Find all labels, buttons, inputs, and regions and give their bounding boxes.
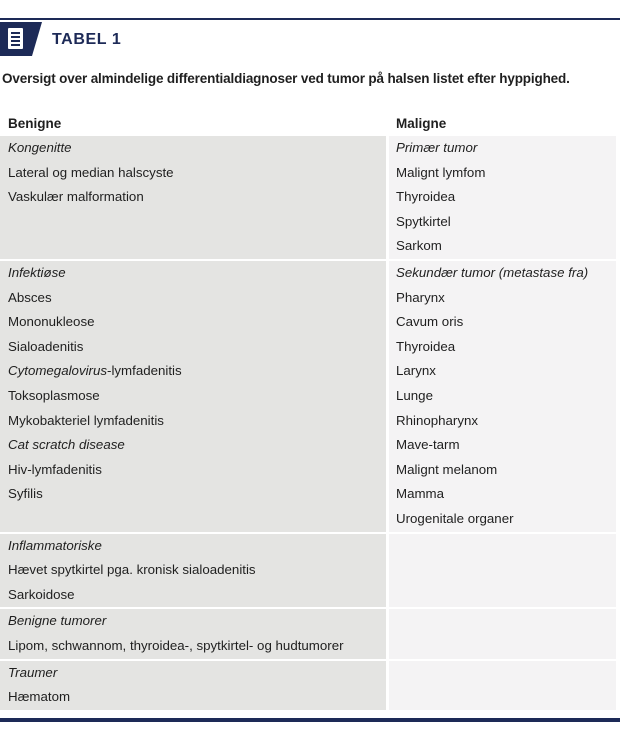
- diagnosis-item: Pharynx: [396, 289, 445, 305]
- diagnosis-item: Lateral og median halscyste: [8, 164, 174, 180]
- benign-cell: [0, 534, 386, 608]
- diagnosis-item: Urogenitale organer: [396, 510, 514, 526]
- diagnosis-item: Malignt lymfom: [396, 164, 486, 180]
- table-group-row: [0, 261, 616, 532]
- diagnosis-item: Sarkoidose: [8, 586, 75, 602]
- column-header-benign: Benigne: [8, 116, 62, 131]
- diagnosis-item: Mykobakteriel lymfadenitis: [8, 412, 164, 428]
- diagnosis-item: Mononukleose: [8, 314, 95, 330]
- diagnosis-item: Vaskulær malformation: [8, 189, 144, 205]
- diagnosis-item: Mave-tarm: [396, 437, 460, 453]
- category-heading: Primær tumor: [396, 140, 478, 155]
- table-group-row: [0, 534, 616, 608]
- column-header-malignant: Maligne: [396, 116, 447, 131]
- diagnosis-item: Hiv-lymfadenitis: [8, 461, 102, 477]
- category-heading: Traumer: [8, 664, 58, 680]
- diagnosis-item: Sarkom: [396, 238, 442, 254]
- malignant-cell: [389, 136, 616, 259]
- diagnosis-item: Larynx: [396, 363, 436, 379]
- category-heading: Kongenitte: [8, 140, 72, 155]
- diagnosis-item: Sialoadenitis: [8, 338, 84, 354]
- diagnosis-item: Cytomegalovirus-lymfadenitis: [8, 363, 182, 379]
- top-rule: [0, 18, 620, 20]
- table-caption: Oversigt over almindelige differentialdiagnoser ved tumor på halsen listet efter hyppighed.: [2, 71, 570, 86]
- category-heading: Cat scratch disease: [8, 437, 125, 453]
- diagnosis-item: Rhinopharynx: [396, 412, 479, 428]
- diagnosis-item: Cavum oris: [396, 314, 464, 330]
- table-group-row: [0, 609, 616, 658]
- table-group-row: [0, 661, 616, 710]
- malignant-cell: [389, 609, 616, 658]
- diagnosis-table: [0, 111, 616, 710]
- benign-cell: [0, 609, 386, 658]
- benign-cell: [0, 661, 386, 710]
- diagnosis-item: Syfilis: [8, 486, 43, 502]
- diagnosis-item: Toksoplasmose: [8, 387, 100, 403]
- diagnosis-item: Thyroidea: [396, 338, 456, 354]
- diagnosis-item: Hæmatom: [8, 689, 71, 705]
- diagnosis-item: Lipom, schwannom, thyroidea-, spytkirtel- og hudtumorer: [8, 637, 344, 653]
- category-heading: Sekundær tumor (metastase fra): [396, 265, 589, 280]
- diagnosis-item: Hævet spytkirtel pga. kronisk sialoadenitis: [8, 562, 256, 578]
- benign-cell: [0, 136, 386, 259]
- table-title: TABEL 1: [52, 31, 122, 48]
- diagnosis-item: Absces: [8, 289, 52, 305]
- benign-cell: [0, 261, 386, 532]
- table-header: [0, 0, 620, 60]
- malignant-cell: [389, 261, 616, 532]
- diagnosis-item: Lunge: [396, 387, 433, 403]
- category-heading: Infektiøse: [8, 265, 66, 280]
- bottom-rule: [0, 718, 620, 722]
- malignant-cell: [389, 534, 616, 608]
- diagnosis-item: Malignt melanom: [396, 461, 498, 477]
- diagnosis-item: Thyroidea: [396, 189, 456, 205]
- column-header-row: [0, 111, 616, 136]
- document-icon: [8, 28, 23, 49]
- malignant-cell: [389, 661, 616, 710]
- table-group-row: [0, 136, 616, 259]
- diagnosis-item: Mamma: [396, 486, 445, 502]
- category-heading: Inflammatoriske: [8, 537, 102, 553]
- category-heading: Benigne tumorer: [8, 613, 107, 629]
- document-list-icon: [0, 22, 32, 56]
- diagnosis-item: Spytkirtel: [396, 213, 451, 229]
- table-body: [0, 136, 616, 710]
